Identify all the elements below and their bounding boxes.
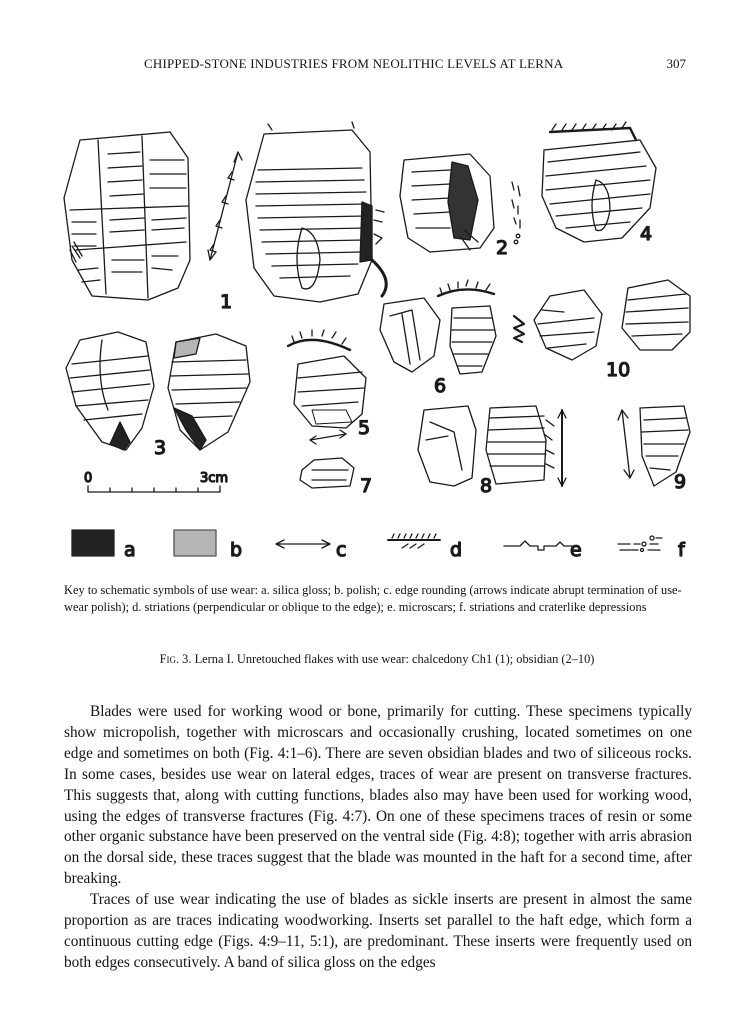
specimen-number-8: 8 — [480, 475, 493, 497]
scale-bar — [88, 486, 220, 492]
specimen-10-drawing — [534, 280, 690, 360]
body-text — [64, 702, 692, 974]
key-letter-c: c — [336, 539, 347, 561]
key-symbol-microscars — [504, 541, 572, 550]
page-header — [66, 56, 686, 76]
scale-label-start: 0 — [84, 471, 93, 486]
lithic-drawings — [50, 110, 710, 580]
key-symbol-edge-rounding — [276, 540, 330, 548]
figure-caption-label: Fig. 3. — [159, 652, 192, 666]
specimen-number-9: 9 — [674, 471, 687, 493]
figure-3 — [50, 110, 710, 580]
running-title: CHIPPED-STONE INDUSTRIES FROM NEOLITHIC LEVELS AT LERNA — [144, 56, 564, 71]
specimen-7-drawing — [300, 430, 354, 488]
key-letter-a: a — [124, 539, 136, 561]
silica-gloss-mark — [360, 202, 372, 262]
specimen-number-1: 1 — [220, 291, 233, 313]
key-caption: Key to schematic symbols of use wear: a. silica gloss; b. polish; c. edge rounding (arrows indicate abrupt termination of use-wear polish); d. striations (perpendicular or oblique to the edge); e. microscars; f. striations and craterlike depressions — [64, 583, 682, 614]
specimen-8-drawing — [418, 406, 566, 486]
key-symbol-polish — [174, 530, 216, 556]
key-letter-f: f — [678, 539, 685, 561]
edge-rounding-arrow — [208, 152, 242, 260]
specimen-number-6: 6 — [434, 375, 447, 397]
specimen-3-drawing — [66, 332, 250, 450]
figure-caption-text: Lerna I. Unretouched flakes with use wear: chalcedony Ch1 (1); obsidian (2–10) — [194, 652, 595, 666]
specimen-number-10: 10 — [606, 359, 631, 381]
specimen-5-drawing — [288, 330, 366, 428]
scale-label-end: 3cm — [200, 471, 229, 486]
specimen-6-drawing — [380, 280, 524, 374]
key-letter-e: e — [570, 539, 582, 561]
figure-caption — [64, 652, 690, 667]
key-letter-d: d — [450, 539, 463, 561]
specimen-number-7: 7 — [360, 475, 373, 497]
specimen-number-2: 2 — [496, 237, 509, 259]
key-symbol-striations — [388, 534, 440, 548]
key-symbol-silica-gloss — [72, 530, 114, 556]
paragraph: Blades were used for working wood or bone, primarily for cutting. These specimens typically show micropolish, together with microscars and occasionally crushing, located sometimes on one edge and sometimes on both (Fig. 4:1–6). There are seven obsidian blades and two of siliceous rocks. In some cases, besides use wear on lateral edges, traces of wear are present on transverse fractures. This suggests that, along with cutting functions, blades also may have been used for working wood, using the edges of transverse fractures (Fig. 4:7). On one of these specimens traces of resin or some other organic substance have been preserved on the ventral side (Fig. 4:8); together with arris abrasion on the dorsal side, these traces suggest that the blade was mounted in the haft for a second time, after breaking. — [64, 703, 692, 888]
specimen-number-4: 4 — [640, 223, 653, 245]
page-number: 307 — [666, 56, 686, 71]
specimen-1-ventral-drawing — [246, 122, 386, 302]
paragraph: Traces of use wear indicating the use of blades as sickle inserts are present in almost the same proportion as are traces indicating woodworking. Inserts set parallel to the haft edge, which form a continuous cutting edge (Figs. 4:9–11, 5:1), are predominant. These inserts were frequently used on both edges consecutively. A band of silica gloss on the edges — [64, 891, 692, 971]
key-symbol-striations-craterlike-depressions — [618, 536, 662, 552]
specimen-number-3: 3 — [154, 437, 167, 459]
key-letter-b: b — [230, 539, 243, 561]
specimen-number-5: 5 — [358, 417, 371, 439]
specimen-1-dorsal-drawing — [64, 132, 190, 300]
specimen-4-drawing — [542, 122, 656, 242]
